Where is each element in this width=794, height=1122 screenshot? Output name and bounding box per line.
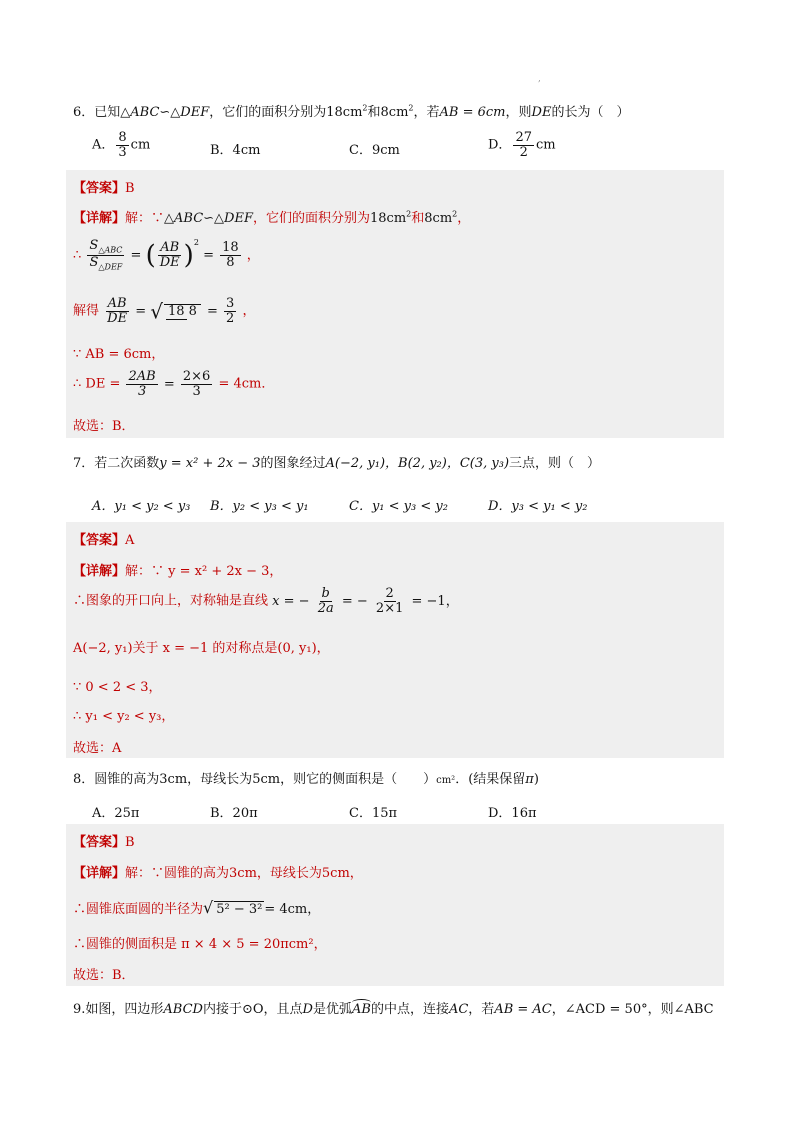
option-label: A． <box>92 137 115 153</box>
page-mark: , <box>538 74 541 84</box>
option-label: D． <box>488 137 512 153</box>
q8-height: 3cm <box>159 772 188 787</box>
q8-detail-line-3: ∴圆锥的侧面积是 π × 4 × 5 = 20πcm²， <box>73 937 327 952</box>
q7-option-d: D．y₃ < y₁ < y₂ <box>488 499 588 514</box>
ratio <box>105 297 129 325</box>
question-7-stem <box>73 452 600 471</box>
q9-stem-text: ，若 <box>468 1002 495 1017</box>
q6-option-d <box>488 131 556 159</box>
answer-value: A <box>125 533 135 548</box>
sqrt-fraction <box>164 304 201 319</box>
q6-answer-line <box>73 177 135 196</box>
q7-option-a: A．y₁ < y₂ < y₃ <box>92 499 191 514</box>
detail-tag: 【详解】 <box>73 211 126 226</box>
numerator: 2 <box>385 586 394 601</box>
equals: = <box>163 376 175 392</box>
q8-option-a: A．25π <box>92 806 140 821</box>
text: ∴图象的开口向上，对称轴是直线 <box>73 593 269 609</box>
text: ∴ <box>73 248 82 263</box>
q8-answer-line <box>73 831 135 850</box>
equals: = <box>130 248 142 263</box>
text: = 4cm． <box>218 376 275 392</box>
q8-stem-text: ．(结果保留 <box>455 772 526 787</box>
q8-option-c: C．15π <box>349 806 398 821</box>
q9-ac: AC <box>448 1002 469 1017</box>
text: 解：∵圆锥的高为3cm，母线长为5cm， <box>125 866 363 881</box>
q7-stem-text: 的图象经过 <box>260 456 326 471</box>
q9-stem-text: 内接于⊙O，且点 <box>202 1002 303 1017</box>
answer-tag: 【答案】 <box>73 181 126 196</box>
answer-value: B <box>125 835 135 850</box>
q7-answer-line <box>73 529 134 548</box>
q6-option-b: B．4cm <box>210 143 261 158</box>
q7-detail-line-3: A(−2, y₁)关于 x = −1 的对称点是(0, y₁)， <box>73 641 330 656</box>
q8-detail-line-2: ∴圆锥底面圆的半径为√ 5² − 3² = 4cm， <box>73 898 321 917</box>
fraction <box>513 131 534 159</box>
math: △ABC∽△DEF <box>164 211 253 226</box>
q6-option-a <box>92 131 150 159</box>
fraction <box>374 587 405 615</box>
q8-option-d: D．16π <box>488 806 537 821</box>
fraction <box>224 297 236 325</box>
q7-answer-panel <box>66 522 724 758</box>
q9-stem-text: 的中点，连接 <box>370 1002 449 1017</box>
fraction <box>181 370 212 398</box>
numerator: AB <box>160 240 180 256</box>
q6-similarity: △ABC∽△DEF <box>120 105 210 120</box>
denominator: 2a <box>317 600 334 616</box>
text: ，它们的面积分别为 <box>252 211 370 226</box>
text: ∴ DE = <box>73 376 121 392</box>
equals: = <box>203 248 214 263</box>
numerator: 2AB <box>128 369 156 384</box>
q7-option-b: B．y₂ < y₃ < y₁ <box>210 499 309 514</box>
q6-stem-text: 6．已知 <box>73 105 121 120</box>
q6-detail-line-1: 【详解】解：∵△ABC∽△DEF，它们的面积分别为$18cm^2$和$8cm^2$， <box>73 209 471 226</box>
denominator: 8 <box>188 303 197 319</box>
numerator: AB <box>107 296 127 311</box>
math: = 4cm， <box>264 902 321 917</box>
q6-detail-line-6: 故选：B． <box>73 419 135 434</box>
q9-condition: AB = AC <box>494 1002 552 1017</box>
subscript: △ABC <box>98 245 123 255</box>
detail-tag: 【详解】 <box>73 564 126 579</box>
q6-area-2: 8cm <box>380 105 409 120</box>
unit: cm <box>535 137 556 153</box>
q8-answer-panel <box>66 824 724 986</box>
q6-detail-line-3: 解得 $\frac{AB}{DE}$ = √ 18 8 = $\frac{3}{2}$ ， <box>73 296 256 326</box>
q8-detail-line-4: 故选：B． <box>73 968 135 983</box>
math: 8cm <box>424 211 453 226</box>
denominator: DE <box>159 255 180 270</box>
q8-options <box>92 802 732 820</box>
q7-detail-line-2 <box>73 587 459 615</box>
fraction <box>220 241 241 269</box>
answer-tag: 【答案】 <box>73 533 126 548</box>
q6-stem-text: ，它们的面积分别为 <box>209 105 327 120</box>
text: ∴圆锥底面圆的半径为 <box>73 902 204 917</box>
text: ， <box>242 303 256 319</box>
q6-stem-text: 和 <box>367 105 381 120</box>
q6-detail-line-4: ∵ AB = 6cm， <box>73 347 165 362</box>
text: ， <box>457 211 471 226</box>
denominator: 3 <box>118 144 127 160</box>
sqrt-expression: 5² − 3² <box>216 902 263 917</box>
q6-stem-text: ，则 <box>505 105 532 120</box>
q8-stem-text: ，母线长为 <box>187 772 253 787</box>
q6-de: DE <box>531 105 552 120</box>
q6-area-1: 18cm <box>326 105 363 120</box>
math: x = − <box>272 593 310 609</box>
q6-detail-line-2: ∴ $\frac{S_{\triangle ABC}}{S_{\triangle DEF}}$ = ( $\frac{AB}{DE}$ )$^2$ = $\frac{18}{8}$ ， <box>73 238 260 272</box>
equals: = <box>206 303 218 319</box>
q6-ab-length: AB = 6cm <box>439 105 506 120</box>
equals: = <box>135 303 147 319</box>
text: 解：∵ y = x² + 2x − 3， <box>125 564 283 579</box>
numerator: 27 <box>515 130 532 145</box>
denominator: 3 <box>137 383 147 399</box>
denominator: 3 <box>192 383 201 399</box>
q7-option-c: C．y₁ < y₃ < y₂ <box>349 499 448 514</box>
numerator: 18 <box>222 240 239 256</box>
q8-slant: 5cm <box>252 772 281 787</box>
math: = − <box>341 593 368 609</box>
q7-function: y = x² + 2x − 3 <box>159 456 261 471</box>
q8-pi: π <box>525 772 534 787</box>
denominator: 8 <box>226 255 235 270</box>
q6-detail-line-5 <box>73 370 274 398</box>
text: 和 <box>411 211 425 226</box>
answer-tag: 【答案】 <box>73 835 126 850</box>
q7-points: A(−2, y₁)，B(2, y₂)，C(3, y₃) <box>325 456 510 471</box>
area-ratio <box>87 239 124 272</box>
q9-quad: ABCD <box>163 1002 203 1017</box>
denominator: 2 <box>519 144 528 160</box>
numerator: 18 <box>168 303 185 319</box>
answer-value: B <box>125 181 135 196</box>
fraction <box>116 131 128 159</box>
q7-stem-text: 三点，则（ ） <box>509 456 601 471</box>
math: = −1， <box>411 593 459 609</box>
area-symbol: S <box>89 255 99 270</box>
q9-stem-text: 是优弧 <box>312 1002 352 1017</box>
q9-point-d: D <box>302 1002 313 1017</box>
denominator: 2 <box>226 310 235 326</box>
numerator: 3 <box>226 296 235 311</box>
fraction <box>316 587 336 615</box>
fraction <box>126 370 157 398</box>
numerator: 8 <box>118 130 127 145</box>
question-8-stem <box>73 768 539 787</box>
q7-options <box>92 495 732 513</box>
ratio <box>158 241 182 269</box>
numerator: 2×6 <box>182 369 211 384</box>
q8-detail-line-1 <box>73 862 363 881</box>
q8-unit: cm² <box>436 775 456 786</box>
question-9-stem <box>73 998 714 1017</box>
text: 解：∵ <box>125 211 165 226</box>
q6-option-c: C．9cm <box>349 143 400 158</box>
math: 18cm <box>370 211 407 226</box>
q7-detail-line-1 <box>73 560 282 579</box>
q7-detail-line-5: ∴ y₁ < y₂ < y₃， <box>73 709 175 724</box>
q9-stem-text: 9.如图，四边形 <box>73 1002 164 1017</box>
question-6-stem: 6．已知△ABC∽△DEF，它们的面积分别为$18cm^2$和$8cm^2$，若AB = 6cm，则DE的长为（ ） <box>73 103 630 120</box>
q9-arc-ab: AB <box>351 1002 371 1017</box>
denominator: DE <box>107 310 128 326</box>
q6-options <box>92 131 732 167</box>
q8-stem-text: ，则它的侧面积是（ ） <box>280 772 437 787</box>
q6-stem-text: ，若 <box>413 105 440 120</box>
text: ， <box>246 248 260 263</box>
q7-detail-line-4: ∵ 0 < 2 < 3， <box>73 680 162 695</box>
q7-stem-text: 7．若二次函数 <box>73 456 160 471</box>
unit: cm <box>130 137 151 153</box>
q6-answer-panel <box>66 170 724 438</box>
numerator: b <box>321 586 330 601</box>
q8-stem-text: 8．圆锥的高为 <box>73 772 160 787</box>
detail-tag: 【详解】 <box>73 866 126 881</box>
q9-stem-text: ，∠ACD = 50°，则∠ABC <box>551 1002 714 1017</box>
text: 解得 <box>73 303 100 319</box>
q8-option-b: B．20π <box>210 806 258 821</box>
q7-detail-line-6: 故选：A <box>73 741 122 756</box>
subscript: △DEF <box>98 262 123 272</box>
area-symbol: S <box>89 238 99 254</box>
q8-stem-text: ) <box>533 772 539 787</box>
q6-stem-text: 的长为（ ） <box>551 105 630 120</box>
denominator: 2×1 <box>375 600 404 616</box>
